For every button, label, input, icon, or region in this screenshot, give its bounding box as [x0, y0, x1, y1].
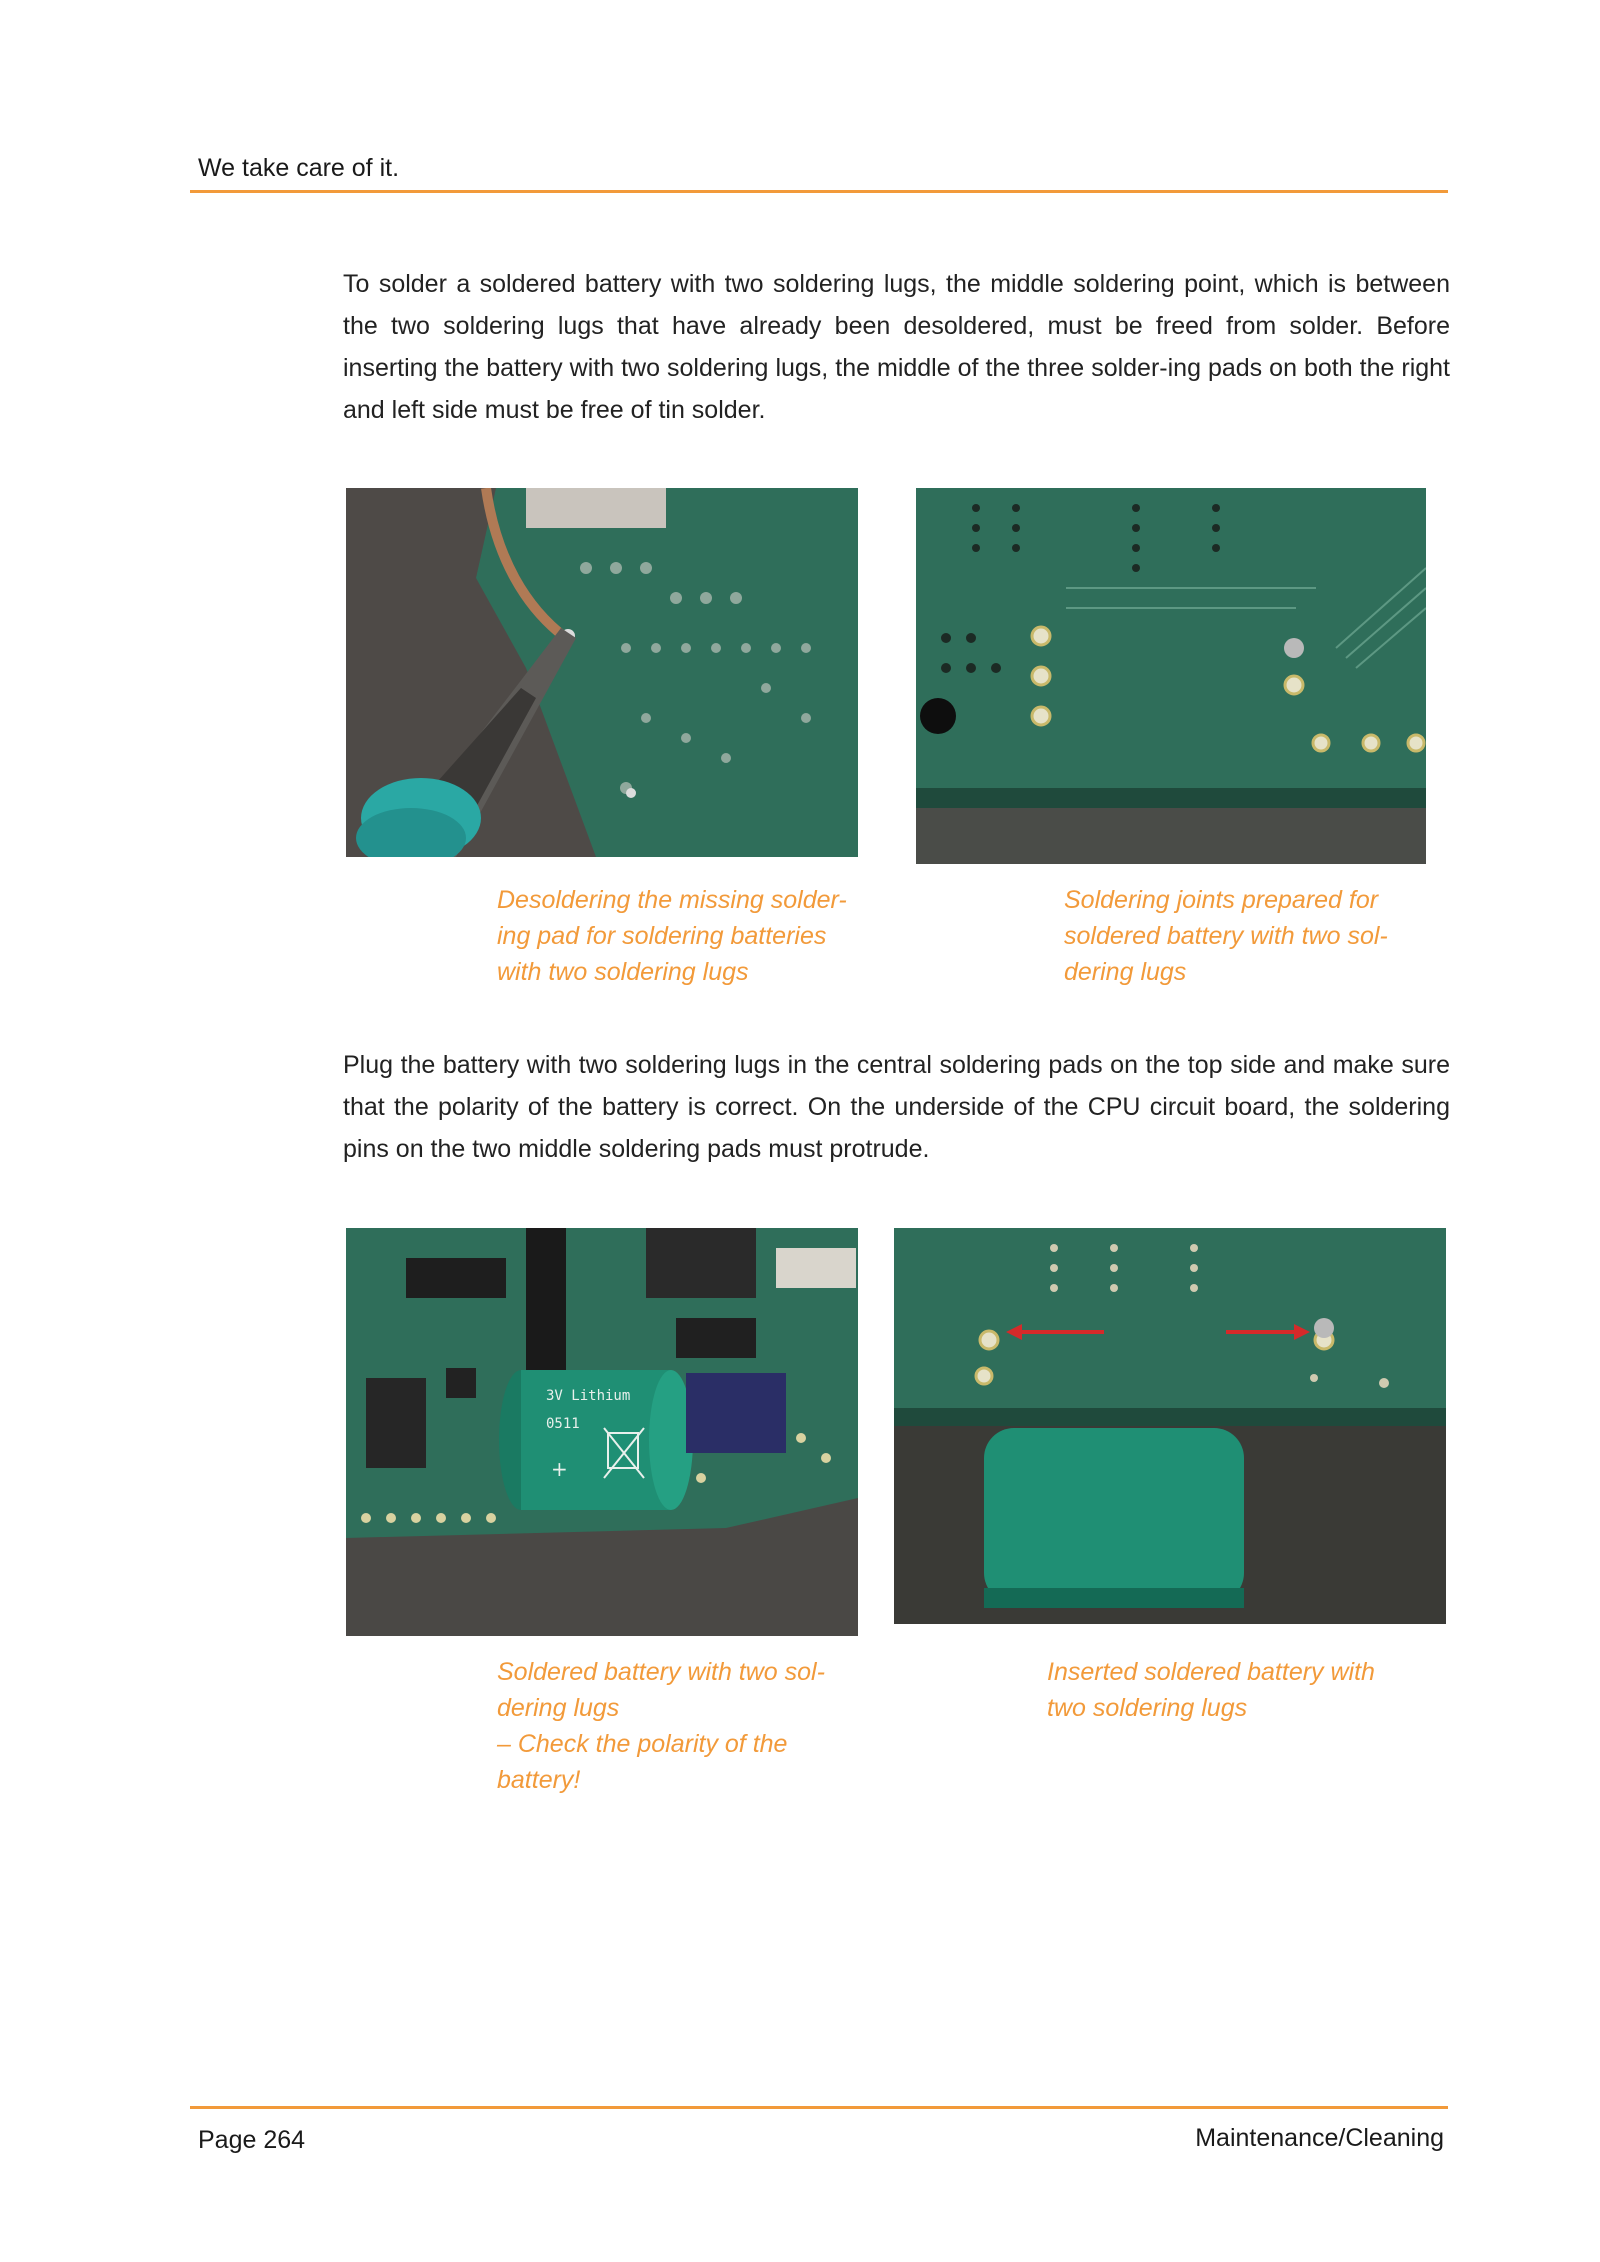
- caption-figure-1: Desoldering the missing solder- ing pad for soldering batteries with two soldering lugs: [497, 886, 847, 986]
- photo-desoldering: [346, 488, 858, 857]
- section-title: Maintenance/Cleaning: [1195, 2124, 1444, 2152]
- photo-inserted-battery: [894, 1228, 1446, 1624]
- paragraph-polarity: Plug the battery with two soldering lugs in the central soldering pads on the top side and make sure that the polarity of the battery is correct. On the underside of the CPU circuit board, the soldering pins on the two middle soldering pads must protrude.: [343, 1051, 1450, 1163]
- battery-label-text: 3V Lithium: [546, 1388, 631, 1404]
- running-header: We take care of it.: [198, 154, 400, 182]
- photo-soldered-battery: [346, 1228, 858, 1636]
- header-rule: [190, 190, 1448, 193]
- paragraph-intro: To solder a soldered battery with two soldering lugs, the middle soldering point, which is between the two soldering lugs that have already been desoldered, must be freed from solder. Before inserting the battery with two soldering lugs, the middle of the three solder-ing pads on both the right and left side must be free of tin solder.: [343, 270, 1450, 424]
- battery-label-code: 0511: [546, 1416, 580, 1432]
- caption-figure-3: Soldered battery with two sol- dering lugs – Check the polarity of the battery!: [497, 1658, 825, 1794]
- svg-text:+: +: [551, 1457, 568, 1481]
- footer-rule: [190, 2106, 1448, 2109]
- caption-figure-2: Soldering joints prepared for soldered battery with two sol- dering lugs: [1064, 886, 1388, 986]
- caption-figure-4: Inserted soldered battery with two soldering lugs: [1047, 1658, 1375, 1722]
- page-number: Page 264: [198, 2126, 306, 2154]
- photo-prepared-joints: [916, 488, 1426, 864]
